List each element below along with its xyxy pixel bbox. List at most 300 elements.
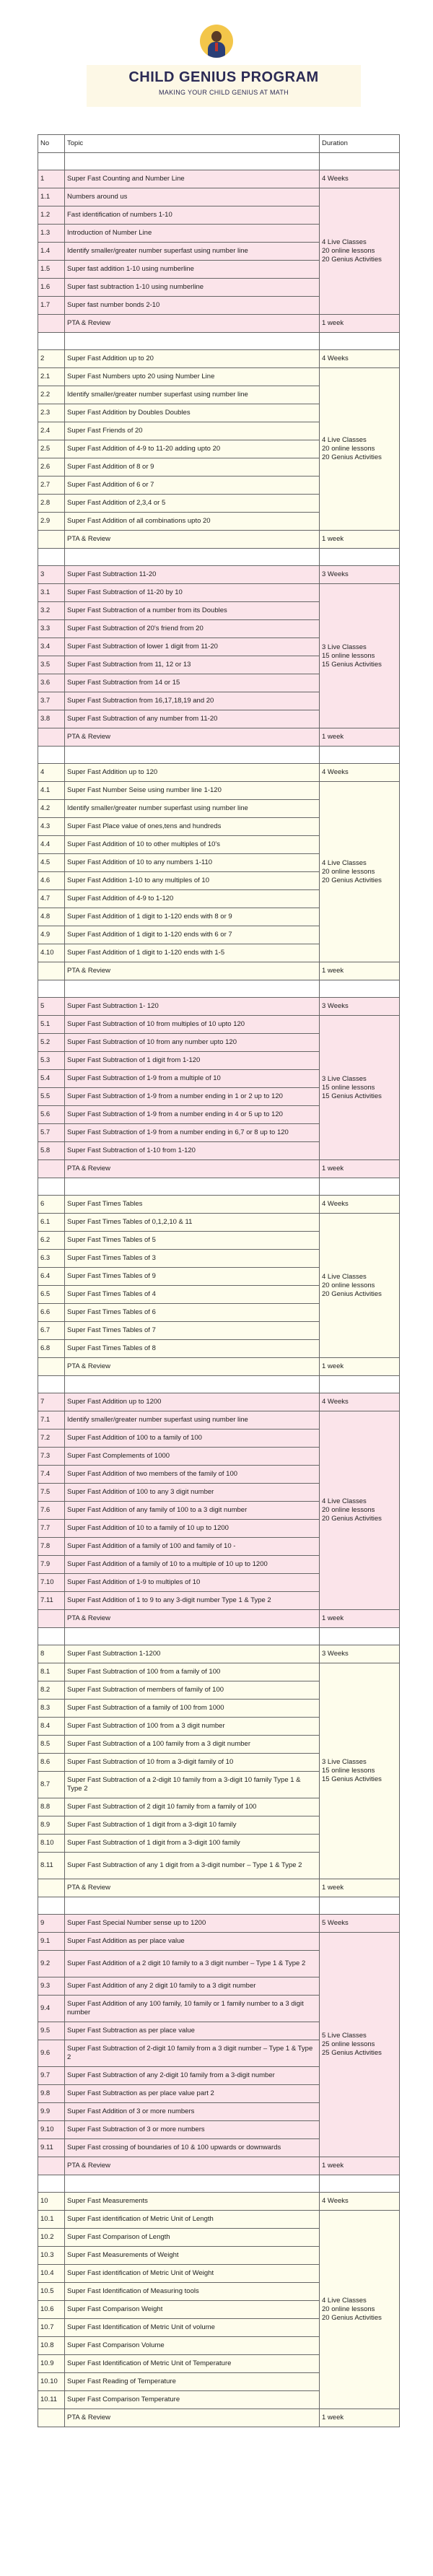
review-row bbox=[38, 2157, 400, 2175]
header-no: No bbox=[38, 135, 65, 153]
section-heading-row bbox=[38, 170, 400, 188]
section-number: 8 bbox=[38, 1645, 65, 1663]
spacer-cell bbox=[65, 1376, 320, 1393]
review-number bbox=[38, 1160, 65, 1178]
topic-name: Super Fast Subtraction of any 2-digit 10 family from a 3-digit number bbox=[65, 2067, 320, 2085]
header-duration: Duration bbox=[320, 135, 400, 153]
topic-number: 5.2 bbox=[38, 1034, 65, 1052]
section-title: Super Fast Addition up to 20 bbox=[65, 350, 320, 368]
topic-number: 4.4 bbox=[38, 836, 65, 854]
topic-name: Super Fast Addition of a family of 10 to a multiple of 10 up to 1200 bbox=[65, 1556, 320, 1574]
topic-number: 2.8 bbox=[38, 495, 65, 513]
topic-number: 6.1 bbox=[38, 1214, 65, 1232]
section-duration: 3 Weeks bbox=[320, 998, 400, 1016]
topic-name: Super Fast Addition of 10 to a family of 10 up to 1200 bbox=[65, 1520, 320, 1538]
topic-name: Super Fast Place value of ones,tens and hundreds bbox=[65, 818, 320, 836]
topic-name: Super Fast Number Seise using number line 1-120 bbox=[65, 782, 320, 800]
curriculum-table-body bbox=[38, 135, 400, 2427]
table-row bbox=[38, 1016, 400, 1034]
topic-name: Super Fast Addition of 6 or 7 bbox=[65, 477, 320, 495]
section-title: Super Fast Addition up to 1200 bbox=[65, 1393, 320, 1411]
topic-number: 8.11 bbox=[38, 1853, 65, 1879]
topic-number: 2.5 bbox=[38, 440, 65, 458]
topic-number: 1.4 bbox=[38, 243, 65, 261]
section-heading-row bbox=[38, 1196, 400, 1214]
topic-number: 8.10 bbox=[38, 1835, 65, 1853]
topic-number: 6.8 bbox=[38, 1340, 65, 1358]
session-details: 4 Live Classes 20 online lessons 20 Genius Activities bbox=[320, 368, 400, 531]
topic-name: Super Fast Times Tables of 8 bbox=[65, 1340, 320, 1358]
spacer-cell bbox=[65, 1178, 320, 1196]
section-heading-row bbox=[38, 1393, 400, 1411]
spacer-cell bbox=[65, 333, 320, 350]
topic-name: Super Fast Addition of any family of 100 to a 3 digit number bbox=[65, 1502, 320, 1520]
section-heading-row bbox=[38, 764, 400, 782]
review-duration: 1 week bbox=[320, 1879, 400, 1897]
spacer-cell bbox=[38, 747, 65, 764]
section-duration: 4 Weeks bbox=[320, 350, 400, 368]
topic-number: 5.6 bbox=[38, 1106, 65, 1124]
spacer-cell bbox=[65, 980, 320, 998]
review-topic: PTA & Review bbox=[65, 1160, 320, 1178]
topic-name: Super Fast Addition of 100 to any 3 digit number bbox=[65, 1484, 320, 1502]
table-row bbox=[38, 1411, 400, 1430]
review-topic: PTA & Review bbox=[65, 531, 320, 549]
topic-number: 8.4 bbox=[38, 1718, 65, 1736]
topic-number: 10.7 bbox=[38, 2319, 65, 2337]
review-duration: 1 week bbox=[320, 728, 400, 747]
spacer-cell bbox=[320, 549, 400, 566]
topic-name: Super Fast Subtraction of lower 1 digit from 11-20 bbox=[65, 638, 320, 656]
topic-number: 3.2 bbox=[38, 602, 65, 620]
program-title: CHILD GENIUS PROGRAM bbox=[128, 69, 319, 85]
spacer-cell bbox=[65, 747, 320, 764]
topic-number: 9.7 bbox=[38, 2067, 65, 2085]
topic-name: Super Fast Comparison of Length bbox=[65, 2229, 320, 2247]
topic-number: 9.2 bbox=[38, 1951, 65, 1977]
topic-name: Super Fast Addition of 4-9 to 11-20 adding upto 20 bbox=[65, 440, 320, 458]
topic-name: Super Fast Subtraction of 1-9 from a number ending in 4 or 5 up to 120 bbox=[65, 1106, 320, 1124]
topic-name: Super fast subtraction 1-10 using numberline bbox=[65, 279, 320, 297]
section-title: Super Fast Measurements bbox=[65, 2193, 320, 2211]
section-number: 3 bbox=[38, 566, 65, 584]
topic-name: Super Fast Subtraction of members of family of 100 bbox=[65, 1681, 320, 1700]
topic-name: Super Fast Subtraction of 1 digit from a 3-digit 10 family bbox=[65, 1816, 320, 1835]
topic-number: 5.8 bbox=[38, 1142, 65, 1160]
topic-number: 9.8 bbox=[38, 2085, 65, 2103]
topic-name: Super Fast Addition of a 2 digit 10 family to a 3 digit number – Type 1 & Type 2 bbox=[65, 1951, 320, 1977]
topic-name: Introduction of Number Line bbox=[65, 225, 320, 243]
topic-number: 9.6 bbox=[38, 2040, 65, 2067]
spacer-cell bbox=[320, 153, 400, 170]
topic-name: Identify smaller/greater number superfast using number line bbox=[65, 243, 320, 261]
spacer-row bbox=[38, 2175, 400, 2193]
topic-name: Super Fast Subtraction of 1-9 from a number ending in 1 or 2 up to 120 bbox=[65, 1088, 320, 1106]
spacer-cell bbox=[320, 1628, 400, 1645]
topic-number: 2.6 bbox=[38, 458, 65, 477]
topic-name: Super Fast Subtraction from 14 or 15 bbox=[65, 674, 320, 692]
topic-name: Super Fast Subtraction of any number from 11-20 bbox=[65, 710, 320, 728]
table-header-row bbox=[38, 135, 400, 153]
topic-name: Super Fast Identification of Metric Unit of volume bbox=[65, 2319, 320, 2337]
topic-number: 6.2 bbox=[38, 1232, 65, 1250]
topic-name: Super Fast Addition of 1 digit to 1-120 ends with 8 or 9 bbox=[65, 908, 320, 926]
topic-name: Super Fast Comparison Temperature bbox=[65, 2391, 320, 2409]
topic-number: 1.2 bbox=[38, 206, 65, 225]
topic-number: 3.7 bbox=[38, 692, 65, 710]
topic-number: 8.3 bbox=[38, 1700, 65, 1718]
topic-name: Identify smaller/greater number superfast using number line bbox=[65, 386, 320, 404]
topic-name: Super Fast crossing of boundaries of 10 & 100 upwards or downwards bbox=[65, 2139, 320, 2157]
topic-number: 9.4 bbox=[38, 1996, 65, 2022]
topic-number: 3.3 bbox=[38, 620, 65, 638]
review-duration: 1 week bbox=[320, 1160, 400, 1178]
spacer-cell bbox=[320, 1376, 400, 1393]
topic-name: Super Fast Addition of 8 or 9 bbox=[65, 458, 320, 477]
topic-name: Super Fast Subtraction of 10 from multiples of 10 upto 120 bbox=[65, 1016, 320, 1034]
review-number bbox=[38, 2409, 65, 2427]
topic-name: Super Fast Reading of Temperature bbox=[65, 2373, 320, 2391]
review-row bbox=[38, 2409, 400, 2427]
topic-number: 5.7 bbox=[38, 1124, 65, 1142]
spacer-cell bbox=[320, 1897, 400, 1915]
spacer-row bbox=[38, 1897, 400, 1915]
review-duration: 1 week bbox=[320, 1358, 400, 1376]
topic-number: 10.10 bbox=[38, 2373, 65, 2391]
topic-name: Super Fast Subtraction of 3 or more numbers bbox=[65, 2121, 320, 2139]
review-topic: PTA & Review bbox=[65, 315, 320, 333]
topic-name: Super Fast Addition of 1 digit to 1-120 ends with 6 or 7 bbox=[65, 926, 320, 944]
topic-number: 8.2 bbox=[38, 1681, 65, 1700]
section-heading-row bbox=[38, 350, 400, 368]
topic-number: 3.6 bbox=[38, 674, 65, 692]
topic-number: 9.3 bbox=[38, 1977, 65, 1996]
review-row bbox=[38, 531, 400, 549]
session-details: 3 Live Classes 15 online lessons 15 Genius Activities bbox=[320, 584, 400, 728]
section-number: 7 bbox=[38, 1393, 65, 1411]
table-row bbox=[38, 2211, 400, 2229]
topic-number: 7.4 bbox=[38, 1466, 65, 1484]
topic-name: Super Fast Subtraction of 11-20 by 10 bbox=[65, 584, 320, 602]
topic-name: Super fast addition 1-10 using numberline bbox=[65, 261, 320, 279]
session-details: 4 Live Classes 20 online lessons 20 Genius Activities bbox=[320, 782, 400, 962]
table-row bbox=[38, 188, 400, 206]
section-duration: 4 Weeks bbox=[320, 170, 400, 188]
topic-name: Super Fast Subtraction as per place value bbox=[65, 2022, 320, 2040]
topic-name: Super Fast Addition of 100 to a family of 100 bbox=[65, 1430, 320, 1448]
review-topic: PTA & Review bbox=[65, 2157, 320, 2175]
section-title: Super Fast Subtraction 1- 120 bbox=[65, 998, 320, 1016]
topic-number: 8.7 bbox=[38, 1772, 65, 1798]
review-number bbox=[38, 1358, 65, 1376]
review-duration: 1 week bbox=[320, 315, 400, 333]
section-heading-row bbox=[38, 1645, 400, 1663]
program-subtitle: MAKING YOUR CHILD GENIUS AT MATH bbox=[159, 89, 289, 96]
topic-number: 8.9 bbox=[38, 1816, 65, 1835]
topic-name: Super Fast Subtraction of 2 digit 10 family from a family of 100 bbox=[65, 1798, 320, 1816]
topic-number: 1.5 bbox=[38, 261, 65, 279]
topic-number: 4.1 bbox=[38, 782, 65, 800]
review-topic: PTA & Review bbox=[65, 1358, 320, 1376]
review-number bbox=[38, 1610, 65, 1628]
topic-number: 8.1 bbox=[38, 1663, 65, 1681]
table-row bbox=[38, 1933, 400, 1951]
topic-number: 8.6 bbox=[38, 1754, 65, 1772]
topic-name: Super Fast identification of Metric Unit of Weight bbox=[65, 2265, 320, 2283]
review-duration: 1 week bbox=[320, 2409, 400, 2427]
topic-number: 3.5 bbox=[38, 656, 65, 674]
topic-number: 1.3 bbox=[38, 225, 65, 243]
title-banner bbox=[87, 65, 361, 107]
section-number: 2 bbox=[38, 350, 65, 368]
topic-number: 7.3 bbox=[38, 1448, 65, 1466]
topic-number: 2.3 bbox=[38, 404, 65, 422]
section-number: 6 bbox=[38, 1196, 65, 1214]
section-duration: 3 Weeks bbox=[320, 1645, 400, 1663]
topic-name: Super Fast Numbers upto 20 using Number Line bbox=[65, 368, 320, 386]
topic-name: Super Fast Addition of 2,3,4 or 5 bbox=[65, 495, 320, 513]
spacer-row bbox=[38, 980, 400, 998]
table-row bbox=[38, 782, 400, 800]
topic-name: Super Fast Addition of 1 to 9 to any 3-digit number Type 1 & Type 2 bbox=[65, 1592, 320, 1610]
topic-name: Super Fast Identification of Measuring tools bbox=[65, 2283, 320, 2301]
topic-name: Super Fast Comparison Volume bbox=[65, 2337, 320, 2355]
spacer-cell bbox=[65, 1897, 320, 1915]
topic-number: 2.2 bbox=[38, 386, 65, 404]
section-number: 5 bbox=[38, 998, 65, 1016]
page-header bbox=[0, 0, 433, 134]
section-duration: 3 Weeks bbox=[320, 566, 400, 584]
topic-number: 9.1 bbox=[38, 1933, 65, 1951]
topic-number: 10.1 bbox=[38, 2211, 65, 2229]
topic-name: Super Fast Addition of two members of the family of 100 bbox=[65, 1466, 320, 1484]
topic-number: 4.10 bbox=[38, 944, 65, 962]
spacer-cell bbox=[38, 2175, 65, 2193]
table-row bbox=[38, 1663, 400, 1681]
topic-number: 7.9 bbox=[38, 1556, 65, 1574]
topic-name: Super Fast identification of Metric Unit of Length bbox=[65, 2211, 320, 2229]
review-number bbox=[38, 962, 65, 980]
spacer-cell bbox=[65, 549, 320, 566]
topic-name: Super Fast Subtraction of 1-9 from a multiple of 10 bbox=[65, 1070, 320, 1088]
review-number bbox=[38, 531, 65, 549]
topic-number: 7.5 bbox=[38, 1484, 65, 1502]
review-duration: 1 week bbox=[320, 2157, 400, 2175]
review-row bbox=[38, 1358, 400, 1376]
section-number: 1 bbox=[38, 170, 65, 188]
topic-name: Super Fast Times Tables of 0,1,2,10 & 11 bbox=[65, 1214, 320, 1232]
topic-name: Super Fast Subtraction as per place value part 2 bbox=[65, 2085, 320, 2103]
spacer-row bbox=[38, 1628, 400, 1645]
topic-name: Super Fast Addition of 10 to other multiples of 10's bbox=[65, 836, 320, 854]
spacer-cell bbox=[320, 747, 400, 764]
topic-name: Super Fast Subtraction of 20's friend from 20 bbox=[65, 620, 320, 638]
topic-name: Numbers around us bbox=[65, 188, 320, 206]
topic-number: 8.8 bbox=[38, 1798, 65, 1816]
topic-number: 2.9 bbox=[38, 513, 65, 531]
spacer-cell bbox=[38, 153, 65, 170]
spacer-cell bbox=[38, 549, 65, 566]
topic-name: Super Fast Subtraction of 1-10 from 1-120 bbox=[65, 1142, 320, 1160]
session-details: 4 Live Classes 20 online lessons 20 Genius Activities bbox=[320, 1411, 400, 1610]
session-details: 5 Live Classes 25 online lessons 25 Genius Activities bbox=[320, 1933, 400, 2157]
section-duration: 4 Weeks bbox=[320, 764, 400, 782]
spacer-cell bbox=[65, 1628, 320, 1645]
topic-number: 4.3 bbox=[38, 818, 65, 836]
spacer-cell bbox=[65, 2175, 320, 2193]
topic-name: Super Fast Times Tables of 5 bbox=[65, 1232, 320, 1250]
topic-number: 9.10 bbox=[38, 2121, 65, 2139]
section-heading-row bbox=[38, 1915, 400, 1933]
session-details: 3 Live Classes 15 online lessons 15 Genius Activities bbox=[320, 1663, 400, 1879]
topic-number: 3.4 bbox=[38, 638, 65, 656]
session-details: 3 Live Classes 15 online lessons 15 Genius Activities bbox=[320, 1016, 400, 1160]
topic-number: 4.7 bbox=[38, 890, 65, 908]
topic-name: Super Fast Addition of a family of 100 and family of 10 - bbox=[65, 1538, 320, 1556]
topic-number: 4.2 bbox=[38, 800, 65, 818]
section-duration: 4 Weeks bbox=[320, 1196, 400, 1214]
spacer-row bbox=[38, 153, 400, 170]
topic-name: Super Fast Friends of 20 bbox=[65, 422, 320, 440]
spacer-cell bbox=[38, 1897, 65, 1915]
topic-number: 3.8 bbox=[38, 710, 65, 728]
topic-name: Super Fast Subtraction of 1 digit from 1-120 bbox=[65, 1052, 320, 1070]
topic-number: 10.4 bbox=[38, 2265, 65, 2283]
session-details: 4 Live Classes 20 online lessons 20 Genius Activities bbox=[320, 1214, 400, 1358]
topic-name: Super Fast Subtraction of a 100 family from a 3 digit number bbox=[65, 1736, 320, 1754]
topic-number: 6.7 bbox=[38, 1322, 65, 1340]
topic-name: Super Fast Complements of 1000 bbox=[65, 1448, 320, 1466]
topic-name: Super Fast Measurements of Weight bbox=[65, 2247, 320, 2265]
spacer-row bbox=[38, 333, 400, 350]
topic-name: Super Fast Addition of any 100 family, 10 family or 1 family number to a 3 digit number bbox=[65, 1996, 320, 2022]
review-duration: 1 week bbox=[320, 962, 400, 980]
review-topic: PTA & Review bbox=[65, 1610, 320, 1628]
section-number: 9 bbox=[38, 1915, 65, 1933]
spacer-cell bbox=[320, 2175, 400, 2193]
review-duration: 1 week bbox=[320, 1610, 400, 1628]
spacer-cell bbox=[38, 333, 65, 350]
topic-name: Super Fast Addition of 10 to any numbers 1-110 bbox=[65, 854, 320, 872]
topic-name: Super Fast Subtraction of 1-9 from a number ending in 6,7 or 8 up to 120 bbox=[65, 1124, 320, 1142]
review-row bbox=[38, 315, 400, 333]
spacer-row bbox=[38, 747, 400, 764]
topic-name: Super Fast Times Tables of 7 bbox=[65, 1322, 320, 1340]
topic-name: Super Fast Addition of 4-9 to 1-120 bbox=[65, 890, 320, 908]
topic-name: Super Fast Subtraction of 1 digit from a 3-digit 100 family bbox=[65, 1835, 320, 1853]
topic-number: 10.2 bbox=[38, 2229, 65, 2247]
table-row bbox=[38, 1214, 400, 1232]
topic-name: Super Fast Times Tables of 6 bbox=[65, 1304, 320, 1322]
section-title: Super Fast Subtraction 11-20 bbox=[65, 566, 320, 584]
topic-name: Super Fast Addition of 1-9 to multiples of 10 bbox=[65, 1574, 320, 1592]
topic-name: Super Fast Addition 1-10 to any multiples of 10 bbox=[65, 872, 320, 890]
topic-number: 7.7 bbox=[38, 1520, 65, 1538]
section-duration: 4 Weeks bbox=[320, 1393, 400, 1411]
topic-number: 4.6 bbox=[38, 872, 65, 890]
topic-name: Fast identification of numbers 1-10 bbox=[65, 206, 320, 225]
topic-number: 5.3 bbox=[38, 1052, 65, 1070]
spacer-row bbox=[38, 1178, 400, 1196]
topic-number: 9.11 bbox=[38, 2139, 65, 2157]
topic-name: Super Fast Addition of all combinations upto 20 bbox=[65, 513, 320, 531]
table-row bbox=[38, 368, 400, 386]
topic-number: 5.4 bbox=[38, 1070, 65, 1088]
topic-name: Super Fast Addition as per place value bbox=[65, 1933, 320, 1951]
topic-number: 2.1 bbox=[38, 368, 65, 386]
header-topic: Topic bbox=[65, 135, 320, 153]
review-topic: PTA & Review bbox=[65, 1879, 320, 1897]
topic-name: Super Fast Subtraction of 10 from a 3-digit family of 10 bbox=[65, 1754, 320, 1772]
topic-number: 5.5 bbox=[38, 1088, 65, 1106]
section-number: 4 bbox=[38, 764, 65, 782]
spacer-row bbox=[38, 1376, 400, 1393]
topic-number: 10.8 bbox=[38, 2337, 65, 2355]
topic-name: Super Fast Subtraction of a number from its Doubles bbox=[65, 602, 320, 620]
review-row bbox=[38, 1879, 400, 1897]
review-number bbox=[38, 1879, 65, 1897]
spacer-cell bbox=[320, 980, 400, 998]
topic-name: Super Fast Subtraction of 100 from a family of 100 bbox=[65, 1663, 320, 1681]
topic-number: 4.9 bbox=[38, 926, 65, 944]
topic-number: 10.6 bbox=[38, 2301, 65, 2319]
topic-name: Identify smaller/greater number superfast using number line bbox=[65, 1411, 320, 1430]
topic-number: 6.6 bbox=[38, 1304, 65, 1322]
topic-name: Super Fast Subtraction of a family of 100 from 1000 bbox=[65, 1700, 320, 1718]
topic-number: 2.4 bbox=[38, 422, 65, 440]
topic-name: Super Fast Subtraction of 2-digit 10 family from a 3 digit number – Type 1 & Type 2 bbox=[65, 2040, 320, 2067]
topic-name: Super Fast Addition by Doubles Doubles bbox=[65, 404, 320, 422]
review-topic: PTA & Review bbox=[65, 962, 320, 980]
table-row bbox=[38, 584, 400, 602]
spacer-row bbox=[38, 549, 400, 566]
review-row bbox=[38, 962, 400, 980]
session-details: 4 Live Classes 20 online lessons 20 Genius Activities bbox=[320, 2211, 400, 2409]
section-heading-row bbox=[38, 566, 400, 584]
topic-number: 10.11 bbox=[38, 2391, 65, 2409]
review-topic: PTA & Review bbox=[65, 728, 320, 747]
topic-name: Super Fast Addition of 1 digit to 1-120 ends with 1-5 bbox=[65, 944, 320, 962]
spacer-cell bbox=[320, 1178, 400, 1196]
topic-name: Super Fast Times Tables of 4 bbox=[65, 1286, 320, 1304]
topic-number: 1.6 bbox=[38, 279, 65, 297]
section-title: Super Fast Subtraction 1-1200 bbox=[65, 1645, 320, 1663]
section-heading-row bbox=[38, 2193, 400, 2211]
spacer-cell bbox=[38, 1628, 65, 1645]
topic-name: Super Fast Subtraction of 100 from a 3 digit number bbox=[65, 1718, 320, 1736]
section-title: Super Fast Special Number sense up to 1200 bbox=[65, 1915, 320, 1933]
topic-number: 7.10 bbox=[38, 1574, 65, 1592]
spacer-cell bbox=[38, 1178, 65, 1196]
topic-number: 6.4 bbox=[38, 1268, 65, 1286]
topic-number: 9.9 bbox=[38, 2103, 65, 2121]
review-duration: 1 week bbox=[320, 531, 400, 549]
topic-name: Super Fast Addition of 3 or more numbers bbox=[65, 2103, 320, 2121]
review-row bbox=[38, 1160, 400, 1178]
topic-name: Super Fast Subtraction from 16,17,18,19 and 20 bbox=[65, 692, 320, 710]
section-duration: 4 Weeks bbox=[320, 2193, 400, 2211]
topic-number: 10.3 bbox=[38, 2247, 65, 2265]
review-row bbox=[38, 1610, 400, 1628]
topic-name: Super fast number bonds 2-10 bbox=[65, 297, 320, 315]
section-title: Super Fast Addition up to 120 bbox=[65, 764, 320, 782]
curriculum-table bbox=[38, 134, 400, 2427]
topic-number: 7.2 bbox=[38, 1430, 65, 1448]
topic-name: Super Fast Comparison Weight bbox=[65, 2301, 320, 2319]
section-heading-row bbox=[38, 998, 400, 1016]
topic-number: 9.5 bbox=[38, 2022, 65, 2040]
topic-number: 7.8 bbox=[38, 1538, 65, 1556]
